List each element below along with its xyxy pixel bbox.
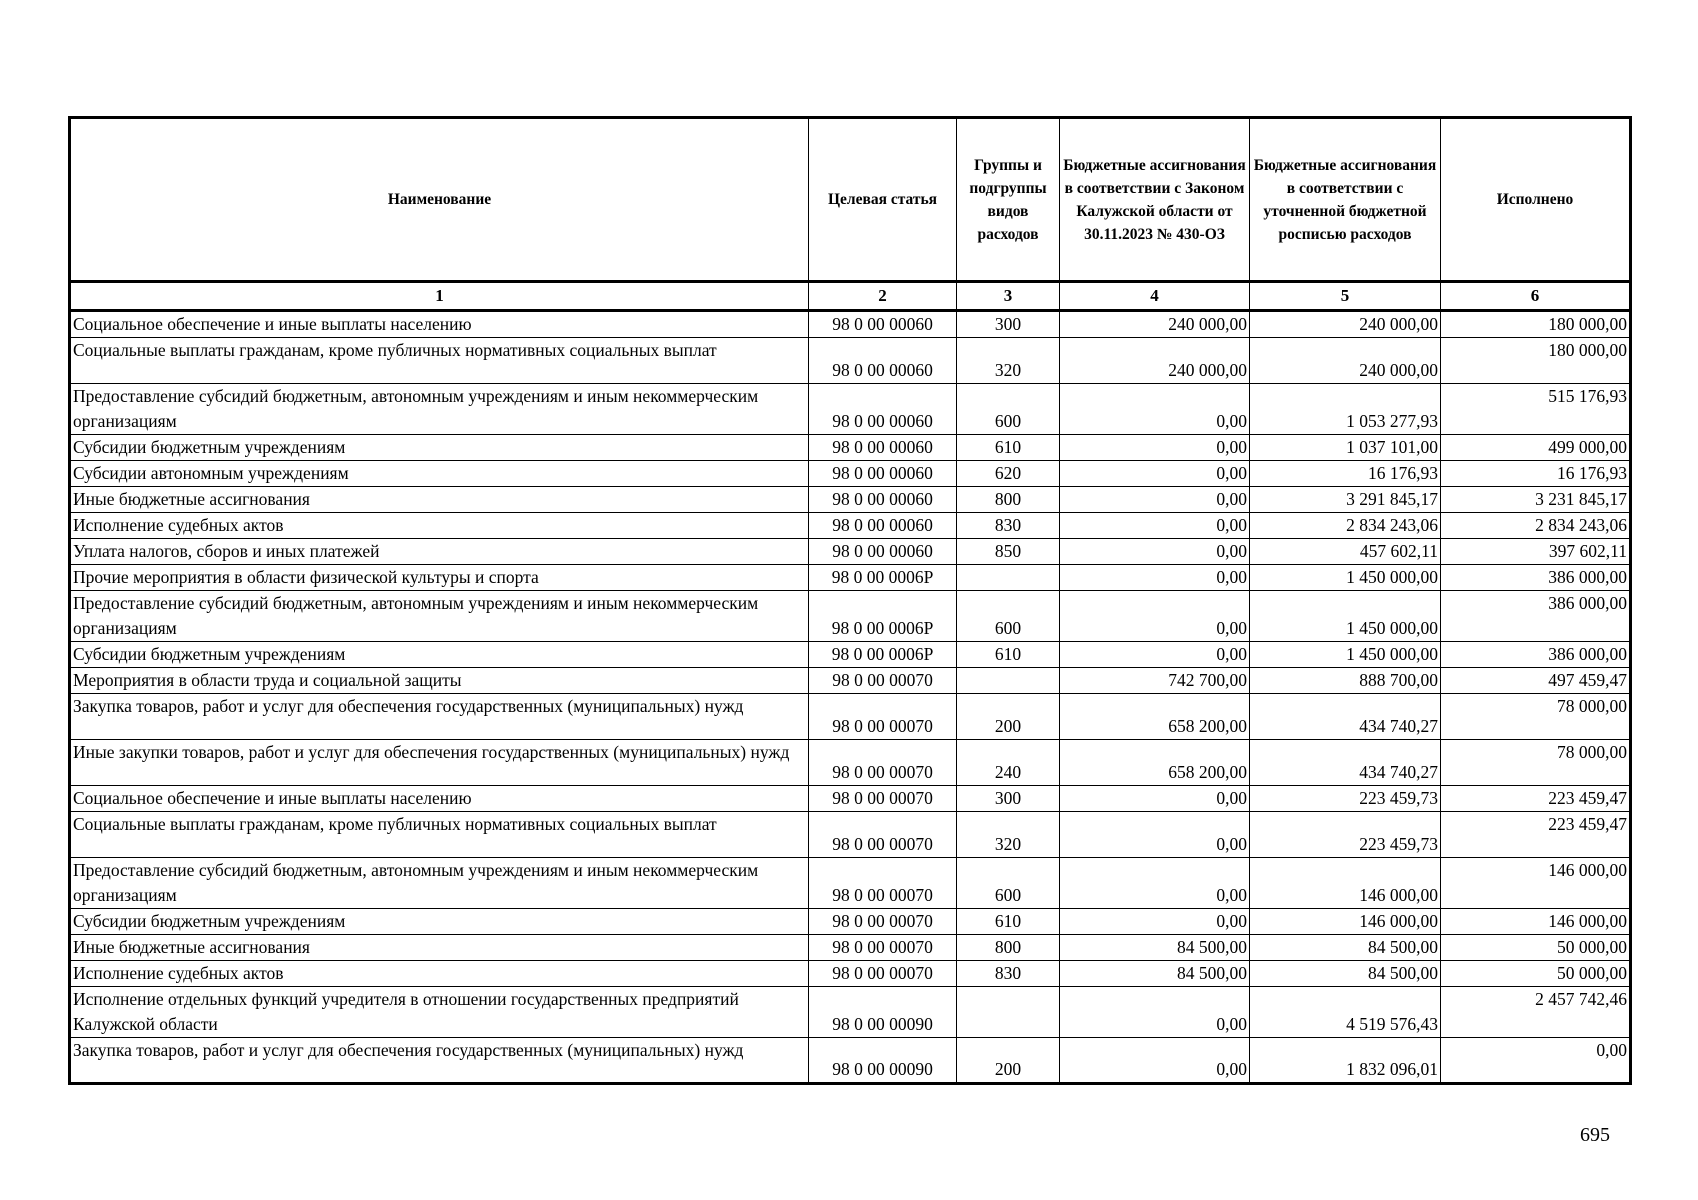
row-refined-allocation: 1 450 000,00 xyxy=(1250,565,1441,591)
table-row xyxy=(70,740,1631,786)
table-row xyxy=(70,694,1631,740)
table-row xyxy=(70,858,1631,909)
row-executed: 50 000,00 xyxy=(1441,935,1631,961)
row-law-allocation: 658 200,00 xyxy=(1060,740,1250,786)
row-expense-group: 200 xyxy=(957,1038,1060,1084)
row-executed: 0,00 xyxy=(1441,1038,1631,1084)
row-name: Субсидии бюджетным учреждениям xyxy=(70,642,809,668)
row-name: Исполнение судебных актов xyxy=(70,513,809,539)
header-law-allocations: Бюджетные ассигнования в соответствии с Законом Калужской области от 30.11.2023 № 430-ОЗ xyxy=(1060,118,1250,282)
table-row xyxy=(70,539,1631,565)
row-refined-allocation: 84 500,00 xyxy=(1250,935,1441,961)
row-expense-group: 320 xyxy=(957,812,1060,858)
row-refined-allocation: 4 519 576,43 xyxy=(1250,987,1441,1038)
row-executed: 2 834 243,06 xyxy=(1441,513,1631,539)
row-name: Закупка товаров, работ и услуг для обеспечения государственных (муниципальных) нужд xyxy=(70,694,809,740)
row-name: Социальные выплаты гражданам, кроме публичных нормативных социальных выплат xyxy=(70,338,809,384)
row-name: Социальные выплаты гражданам, кроме публичных нормативных социальных выплат xyxy=(70,812,809,858)
row-expense-group: 610 xyxy=(957,435,1060,461)
row-executed: 78 000,00 xyxy=(1441,694,1631,740)
table-row xyxy=(70,642,1631,668)
column-number: 3 xyxy=(957,282,1060,311)
row-target-article: 98 0 00 0006Р xyxy=(809,565,957,591)
row-target-article: 98 0 00 00060 xyxy=(809,384,957,435)
row-law-allocation: 0,00 xyxy=(1060,642,1250,668)
row-target-article: 98 0 00 00070 xyxy=(809,909,957,935)
row-target-article: 98 0 00 00060 xyxy=(809,513,957,539)
row-name: Иные закупки товаров, работ и услуг для обеспечения государственных (муниципальных) нужд xyxy=(70,740,809,786)
row-executed: 146 000,00 xyxy=(1441,909,1631,935)
column-number: 5 xyxy=(1250,282,1441,311)
row-refined-allocation: 1 450 000,00 xyxy=(1250,591,1441,642)
header-name: Наименование xyxy=(70,118,809,282)
row-executed: 386 000,00 xyxy=(1441,565,1631,591)
row-name: Закупка товаров, работ и услуг для обеспечения государственных (муниципальных) нужд xyxy=(70,1038,809,1084)
row-name: Уплата налогов, сборов и иных платежей xyxy=(70,539,809,565)
row-target-article: 98 0 00 00070 xyxy=(809,668,957,694)
column-number: 4 xyxy=(1060,282,1250,311)
row-expense-group: 850 xyxy=(957,539,1060,565)
row-name: Мероприятия в области труда и социальной защиты xyxy=(70,668,809,694)
row-refined-allocation: 1 450 000,00 xyxy=(1250,642,1441,668)
page-number: 695 xyxy=(1580,1124,1610,1146)
row-refined-allocation: 223 459,73 xyxy=(1250,812,1441,858)
row-refined-allocation: 434 740,27 xyxy=(1250,694,1441,740)
row-refined-allocation: 1 053 277,93 xyxy=(1250,384,1441,435)
table-row xyxy=(70,311,1631,338)
row-target-article: 98 0 00 00070 xyxy=(809,935,957,961)
row-law-allocation: 742 700,00 xyxy=(1060,668,1250,694)
row-expense-group: 320 xyxy=(957,338,1060,384)
row-name: Исполнение судебных актов xyxy=(70,961,809,987)
header-target-article: Целевая статья xyxy=(809,118,957,282)
row-target-article: 98 0 00 00060 xyxy=(809,461,957,487)
row-law-allocation: 0,00 xyxy=(1060,384,1250,435)
row-target-article: 98 0 00 00060 xyxy=(809,435,957,461)
row-name: Иные бюджетные ассигнования xyxy=(70,487,809,513)
row-executed: 386 000,00 xyxy=(1441,591,1631,642)
table-body xyxy=(70,311,1631,1084)
row-refined-allocation: 223 459,73 xyxy=(1250,786,1441,812)
row-target-article: 98 0 00 00060 xyxy=(809,311,957,338)
row-executed: 2 457 742,46 xyxy=(1441,987,1631,1038)
row-executed: 146 000,00 xyxy=(1441,858,1631,909)
row-refined-allocation: 240 000,00 xyxy=(1250,338,1441,384)
row-law-allocation: 0,00 xyxy=(1060,591,1250,642)
row-executed: 397 602,11 xyxy=(1441,539,1631,565)
row-refined-allocation: 457 602,11 xyxy=(1250,539,1441,565)
row-executed: 180 000,00 xyxy=(1441,338,1631,384)
row-law-allocation: 0,00 xyxy=(1060,539,1250,565)
row-refined-allocation: 146 000,00 xyxy=(1250,858,1441,909)
row-expense-group: 620 xyxy=(957,461,1060,487)
row-law-allocation: 0,00 xyxy=(1060,487,1250,513)
row-target-article: 98 0 00 00070 xyxy=(809,961,957,987)
row-refined-allocation: 1 832 096,01 xyxy=(1250,1038,1441,1084)
column-number: 2 xyxy=(809,282,957,311)
row-refined-allocation: 146 000,00 xyxy=(1250,909,1441,935)
row-refined-allocation: 1 037 101,00 xyxy=(1250,435,1441,461)
row-target-article: 98 0 00 00070 xyxy=(809,694,957,740)
row-name: Субсидии бюджетным учреждениям xyxy=(70,435,809,461)
table-row xyxy=(70,987,1631,1038)
row-name: Субсидии бюджетным учреждениям xyxy=(70,909,809,935)
row-executed: 180 000,00 xyxy=(1441,311,1631,338)
row-expense-group: 800 xyxy=(957,487,1060,513)
row-law-allocation: 0,00 xyxy=(1060,858,1250,909)
header-expense-groups: Группы и подгруппы видов расходов xyxy=(957,118,1060,282)
row-refined-allocation: 2 834 243,06 xyxy=(1250,513,1441,539)
header-refined-allocations: Бюджетные ассигнования в соответствии с уточненной бюджетной росписью расходов xyxy=(1250,118,1441,282)
row-target-article: 98 0 00 00060 xyxy=(809,487,957,513)
row-expense-group: 610 xyxy=(957,909,1060,935)
row-name: Предоставление субсидий бюджетным, автономным учреждениям и иным некоммерческим организациям xyxy=(70,858,809,909)
row-target-article: 98 0 00 00070 xyxy=(809,740,957,786)
header-executed: Исполнено xyxy=(1441,118,1631,282)
row-law-allocation: 0,00 xyxy=(1060,812,1250,858)
table-row xyxy=(70,786,1631,812)
column-number-row xyxy=(70,282,1631,311)
table-row xyxy=(70,935,1631,961)
row-expense-group: 830 xyxy=(957,513,1060,539)
table-row xyxy=(70,812,1631,858)
row-expense-group: 600 xyxy=(957,384,1060,435)
row-target-article: 98 0 00 0006Р xyxy=(809,591,957,642)
row-expense-group: 600 xyxy=(957,591,1060,642)
table-row xyxy=(70,487,1631,513)
row-name: Предоставление субсидий бюджетным, автономным учреждениям и иным некоммерческим организациям xyxy=(70,384,809,435)
row-law-allocation: 84 500,00 xyxy=(1060,961,1250,987)
row-expense-group: 610 xyxy=(957,642,1060,668)
row-law-allocation: 0,00 xyxy=(1060,461,1250,487)
table-row xyxy=(70,513,1631,539)
row-expense-group: 800 xyxy=(957,935,1060,961)
table-row xyxy=(70,1038,1631,1084)
row-target-article: 98 0 00 0006Р xyxy=(809,642,957,668)
row-executed: 499 000,00 xyxy=(1441,435,1631,461)
row-expense-group xyxy=(957,668,1060,694)
row-executed: 223 459,47 xyxy=(1441,786,1631,812)
table-row xyxy=(70,961,1631,987)
table-row xyxy=(70,338,1631,384)
row-refined-allocation: 240 000,00 xyxy=(1250,311,1441,338)
row-refined-allocation: 3 291 845,17 xyxy=(1250,487,1441,513)
row-name: Иные бюджетные ассигнования xyxy=(70,935,809,961)
table-row xyxy=(70,909,1631,935)
row-executed: 3 231 845,17 xyxy=(1441,487,1631,513)
row-target-article: 98 0 00 00060 xyxy=(809,338,957,384)
row-executed: 50 000,00 xyxy=(1441,961,1631,987)
column-number: 1 xyxy=(70,282,809,311)
budget-execution-table xyxy=(68,116,1632,1085)
table-row xyxy=(70,435,1631,461)
row-name: Предоставление субсидий бюджетным, автономным учреждениям и иным некоммерческим организациям xyxy=(70,591,809,642)
row-expense-group: 600 xyxy=(957,858,1060,909)
row-target-article: 98 0 00 00060 xyxy=(809,539,957,565)
row-executed: 497 459,47 xyxy=(1441,668,1631,694)
table-row xyxy=(70,668,1631,694)
row-target-article: 98 0 00 00070 xyxy=(809,812,957,858)
row-name: Исполнение отдельных функций учредителя в отношении государственных предприятий Калужской области xyxy=(70,987,809,1038)
row-law-allocation: 240 000,00 xyxy=(1060,311,1250,338)
row-name: Социальное обеспечение и иные выплаты населению xyxy=(70,786,809,812)
row-name: Субсидии автономным учреждениям xyxy=(70,461,809,487)
header-row xyxy=(70,118,1631,282)
row-expense-group: 300 xyxy=(957,786,1060,812)
row-law-allocation: 240 000,00 xyxy=(1060,338,1250,384)
row-refined-allocation: 888 700,00 xyxy=(1250,668,1441,694)
row-expense-group: 200 xyxy=(957,694,1060,740)
row-expense-group xyxy=(957,987,1060,1038)
row-law-allocation: 0,00 xyxy=(1060,987,1250,1038)
row-executed: 386 000,00 xyxy=(1441,642,1631,668)
row-expense-group: 830 xyxy=(957,961,1060,987)
row-law-allocation: 0,00 xyxy=(1060,513,1250,539)
row-target-article: 98 0 00 00090 xyxy=(809,1038,957,1084)
row-expense-group: 300 xyxy=(957,311,1060,338)
row-executed: 223 459,47 xyxy=(1441,812,1631,858)
row-refined-allocation: 84 500,00 xyxy=(1250,961,1441,987)
row-law-allocation: 84 500,00 xyxy=(1060,935,1250,961)
row-executed: 16 176,93 xyxy=(1441,461,1631,487)
column-number: 6 xyxy=(1441,282,1631,311)
row-target-article: 98 0 00 00070 xyxy=(809,858,957,909)
table-row xyxy=(70,461,1631,487)
row-law-allocation: 0,00 xyxy=(1060,909,1250,935)
row-executed: 78 000,00 xyxy=(1441,740,1631,786)
row-name: Социальное обеспечение и иные выплаты населению xyxy=(70,311,809,338)
row-name: Прочие мероприятия в области физической культуры и спорта xyxy=(70,565,809,591)
row-law-allocation: 0,00 xyxy=(1060,1038,1250,1084)
row-law-allocation: 0,00 xyxy=(1060,435,1250,461)
row-law-allocation: 0,00 xyxy=(1060,786,1250,812)
table-row xyxy=(70,384,1631,435)
table-row xyxy=(70,591,1631,642)
row-law-allocation: 0,00 xyxy=(1060,565,1250,591)
row-target-article: 98 0 00 00090 xyxy=(809,987,957,1038)
row-target-article: 98 0 00 00070 xyxy=(809,786,957,812)
table-row xyxy=(70,565,1631,591)
row-refined-allocation: 16 176,93 xyxy=(1250,461,1441,487)
row-law-allocation: 658 200,00 xyxy=(1060,694,1250,740)
row-executed: 515 176,93 xyxy=(1441,384,1631,435)
row-expense-group: 240 xyxy=(957,740,1060,786)
row-expense-group xyxy=(957,565,1060,591)
row-refined-allocation: 434 740,27 xyxy=(1250,740,1441,786)
